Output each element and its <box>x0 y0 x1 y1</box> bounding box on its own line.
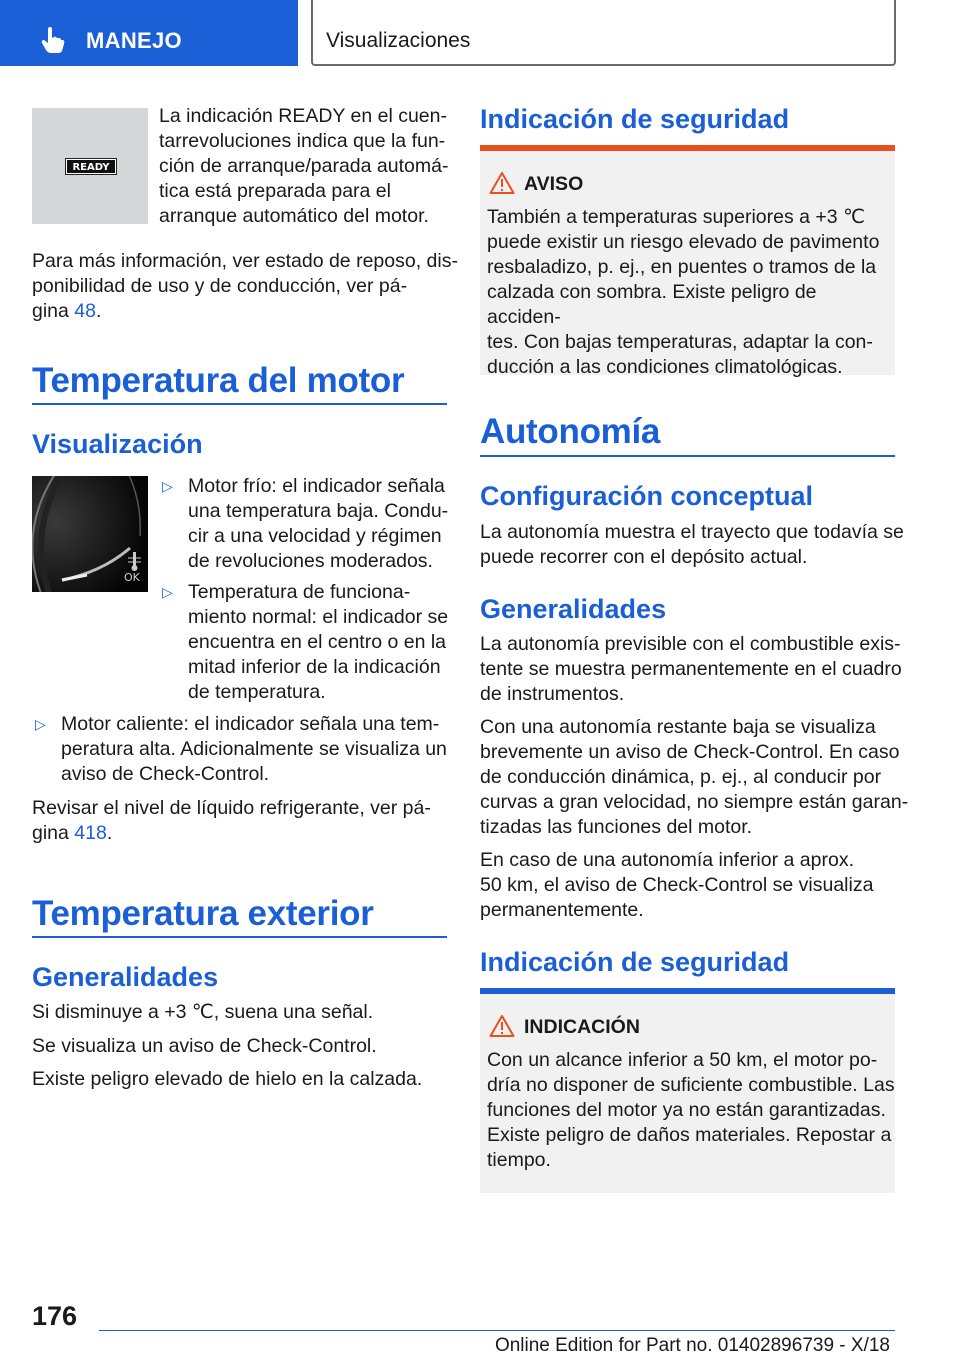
warning-text <box>487 205 895 380</box>
text-line: de instrumentos. <box>480 683 625 705</box>
text-line: Motor frío: el indicador señala <box>188 475 445 497</box>
footer-rule <box>99 1330 895 1331</box>
ready-badge: READY <box>66 159 116 174</box>
temperature-gauge-image <box>32 476 148 592</box>
text-line: de conducción dinámica, p. ej., al conducir por <box>480 766 882 788</box>
text-line: Motor caliente: el indicador señala una tem- <box>61 713 440 735</box>
more-info-paragraph <box>32 249 458 324</box>
heading-indicacion-seguridad-2: Indicación de seguridad <box>480 947 790 977</box>
ext-temp-line-3: Existe peligro elevado de hielo en la calzada. <box>32 1068 423 1090</box>
text-line: tente se muestra permanentemente en el cuadro <box>480 658 902 680</box>
text-line: miento normal: el indicador se <box>188 606 449 628</box>
heading-autonomia: Autonomía <box>480 412 661 451</box>
text-line: ción de arranque/parada automá- <box>159 155 449 177</box>
text-line: tizadas las funciones del motor. <box>480 816 753 838</box>
text-line: de temperatura. <box>188 681 326 703</box>
warning-box-aviso <box>480 145 895 378</box>
config-paragraph <box>480 520 904 570</box>
heading-rule <box>32 403 447 405</box>
text-fragment: gina <box>32 300 75 322</box>
warning-triangle-icon <box>489 171 515 195</box>
text-line: curvas a gran velocidad, no siempre están garan- <box>480 791 909 813</box>
text-line: de revoluciones moderados. <box>188 550 433 572</box>
text-line: ponibilidad de uso y de conducción, ver pá- <box>32 275 408 297</box>
bullet-triangle-icon: ▷ <box>162 478 173 494</box>
text-line: En caso de una autonomía inferior a aprox. <box>480 849 854 871</box>
heading-temperatura-motor: Temperatura del motor <box>32 361 405 400</box>
text-line: brevemente un aviso de Check-Control. En caso <box>480 741 900 763</box>
text-line: tarrevoluciones indica que la fun- <box>159 130 446 152</box>
text-fragment: gina <box>32 822 75 844</box>
heading-rule <box>32 936 447 938</box>
text-line: Para más información, ver estado de reposo, dis- <box>32 250 458 272</box>
text-line: 50 km, el aviso de Check-Control se visualiza <box>480 874 874 896</box>
warning-triangle-icon <box>489 1014 515 1038</box>
text-line: Temperatura de funciona- <box>188 581 411 603</box>
text-line: puede recorrer con el depósito actual. <box>480 546 808 568</box>
bullet-motor-frio <box>188 474 448 574</box>
text-line <box>32 821 431 846</box>
bullet-triangle-icon: ▷ <box>162 584 173 600</box>
page-link-418[interactable]: 418 <box>74 822 107 844</box>
text-line: tica está preparada para el <box>159 180 391 202</box>
bullet-temp-normal <box>188 580 448 705</box>
gauge-ok-label: OK <box>124 571 140 584</box>
notice-label: INDICACIÓN <box>524 1016 640 1038</box>
text-line: tiempo. <box>487 1149 551 1171</box>
heading-generalidades-left: Generalidades <box>32 962 219 992</box>
text-line: permanentemente. <box>480 899 644 921</box>
text-line: Con un alcance inferior a 50 km, el motor po- <box>487 1049 878 1071</box>
notice-box-indicacion <box>480 988 895 1193</box>
text-line: Existe peligro de daños materiales. Repostar a <box>487 1124 892 1146</box>
bullet-triangle-icon: ▷ <box>35 716 46 732</box>
text-line: puede existir un riesgo elevado de pavimento <box>487 231 880 253</box>
text-line: Revisar el nivel de líquido refrigerante, ver pá- <box>32 797 431 819</box>
warning-label: AVISO <box>524 173 584 195</box>
hand-pointer-icon <box>40 26 66 54</box>
heading-rule <box>480 455 895 457</box>
heading-temperatura-exterior: Temperatura exterior <box>32 894 374 933</box>
text-line: Con una autonomía restante baja se visualiza <box>480 716 876 738</box>
text-line: cir a una velocidad y régimen <box>188 525 442 547</box>
edition-text: Online Edition for Part no. 01402896739 - X/18 <box>494 1335 890 1356</box>
text-line: La indicación READY en el cuen- <box>159 105 447 127</box>
page-title: Visualizaciones <box>326 29 471 52</box>
section-label: MANEJO <box>86 28 182 53</box>
warning-bar <box>480 145 895 151</box>
text-line: tes. Con bajas temperaturas, adaptar la con- <box>487 331 873 353</box>
text-line: calzada con sombra. Existe peligro de acciden- <box>487 281 817 328</box>
gen-paragraph-1 <box>480 632 902 707</box>
bullet-motor-caliente <box>61 712 447 787</box>
text-line: mitad inferior de la indicación <box>188 656 441 678</box>
text-line: También a temperaturas superiores a +3 ℃ <box>487 206 865 228</box>
text-line: aviso de Check-Control. <box>61 763 270 785</box>
ext-temp-line-2: Se visualiza un aviso de Check-Control. <box>32 1035 377 1057</box>
ready-description <box>159 104 448 229</box>
text-line: funciones del motor ya no están garantizadas. <box>487 1099 886 1121</box>
text-line: encuentra en el centro o en la <box>188 631 447 653</box>
gen-paragraph-2 <box>480 715 908 840</box>
notice-text <box>487 1048 895 1173</box>
text-line: dría no disponer de suficiente combustible. Las <box>487 1074 895 1096</box>
heading-configuracion: Configuración conceptual <box>480 481 814 511</box>
text-line: una temperatura baja. Condu- <box>188 500 449 522</box>
ext-temp-line-1: Si disminuye a +3 ℃, suena una señal. <box>32 1001 374 1023</box>
page-link-48[interactable]: 48 <box>74 300 96 322</box>
ready-indicator-image <box>32 108 148 224</box>
heading-visualizacion: Visualización <box>32 429 203 459</box>
text-line: resbaladizo, p. ej., en puentes o tramos de la <box>487 256 877 278</box>
notice-bar <box>480 988 895 994</box>
text-line: La autonomía muestra el trayecto que todavía se <box>480 521 904 543</box>
text-line <box>32 299 458 324</box>
text-line: peratura alta. Adicionalmente se visualiza un <box>61 738 447 760</box>
coolant-paragraph <box>32 796 431 846</box>
text-line: La autonomía previsible con el combustible exis- <box>480 633 901 655</box>
gen-paragraph-3 <box>480 848 873 923</box>
heading-generalidades-right: Generalidades <box>480 594 667 624</box>
period: . <box>96 300 102 322</box>
text-line: arranque automático del motor. <box>159 205 429 227</box>
heading-indicacion-seguridad-1: Indicación de seguridad <box>480 104 790 134</box>
page-number: 176 <box>32 1301 78 1331</box>
text-line: ducción a las condiciones climatológicas. <box>487 356 843 378</box>
period: . <box>106 822 113 844</box>
